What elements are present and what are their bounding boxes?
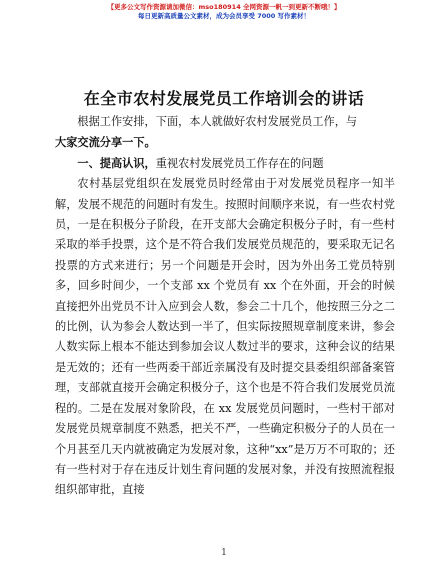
section-heading-1-rest: 重视农村发展党员工作存在的问题 (155, 156, 324, 170)
banner-line-2: 每日更新高质量公文素材，成为会员享受 7000 写作素材！ (137, 12, 311, 20)
intro-paragraph (55, 112, 395, 132)
section-heading-1-bold: 一、提高认识， (77, 155, 156, 170)
page-number: 1 (221, 548, 227, 558)
intro-text: 根据工作安排，下面，本人就做好农村发展党员工作，与 (77, 115, 358, 128)
intro-paragraph-tail: 大家交流分享一下。 (55, 135, 156, 150)
document-title: 在全市农村发展党员工作培训会的讲话 (83, 89, 365, 108)
body-paragraph-1: 农村基层党组织在发展党员时经常由于对发展党员程序一知半解，发展不规范的问题时有发生。按照时间顺序来说，有一些农村党员，一是在积极分子阶段，在开支部大会确定积极分子时，有一些村采取的举手投票，这个是不符合我们发展党员规范的，要采取无记名投票的方式来进行；另一个问题是开会时，因为外出务工党员特别多，回乡时间少，一个支部 xx 个党员有 xx 个在外面，开会的时候直接把外出党员不计入应到会人数，参会二十几个，他按照三分之二的比例，认为参会人数达到一半了，但实际按照规章制度来讲，参会人数实际上根本不能达到参加会议人数过半的要求，这种会议的结果是无效的；还有一些两委干部近亲属没有及时提交县委组织部备案管理，支部就直接开会确定积极分子，这个也是不符合我们发展党员流程的。二是在发展对象阶段，在 xx 发展党员问题时，一些村干部对发展党员规章制度不熟悉，把关不严，一些确定积极分子的人员在一个月甚至几天内就被确定为发展对象，这种“xx”是万万不可取的；还有一些村对于存在违反计划生育问题的发展对象，并没有按照流程报组织部审批，直接 (55, 177, 395, 497)
document-body (55, 112, 395, 501)
banner-line-1: 【更多公文写作资源请加微信：mso180914 全网资源一帆一到更新不断哦！】 (107, 3, 341, 11)
section-heading-1 (55, 153, 395, 174)
promo-banner (0, 3, 448, 21)
